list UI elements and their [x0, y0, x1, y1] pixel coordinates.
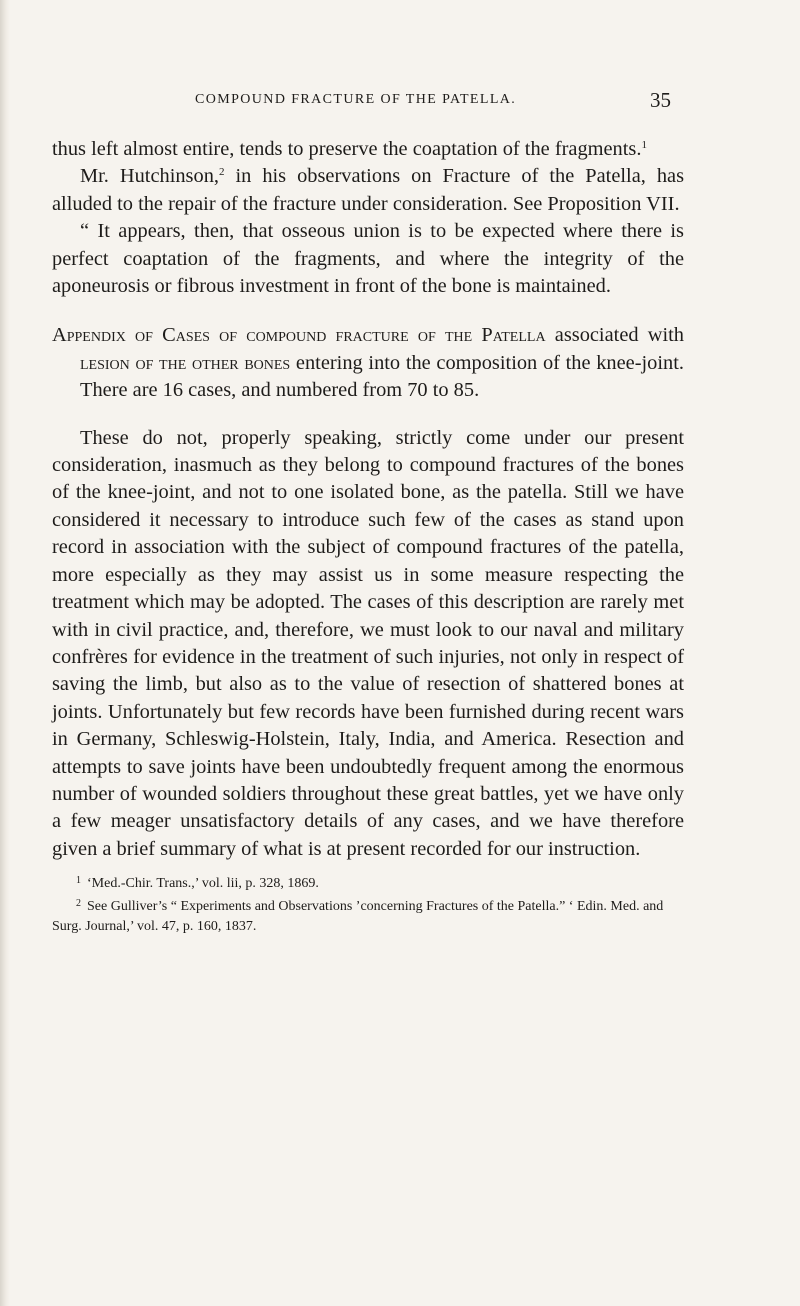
footnotes	[52, 871, 684, 937]
page-edge-shadow	[0, 0, 10, 1306]
paragraph-1-text: thus left almost entire, tends to preserve the coaptation of the fragments.	[52, 138, 642, 160]
footnote-2-mark: 2	[76, 898, 81, 910]
running-head: COMPOUND FRACTURE OF THE PATELLA.	[195, 92, 517, 107]
page-header	[0, 90, 800, 114]
footnote-ref-1: 1	[641, 139, 647, 151]
paragraph-3: “ It appears, then, that osseous union is to be expected where there is perfect coaptation of the fragments, and where the integrity of the aponeurosis or fibrous investment in front of the bone is maintained.	[52, 220, 684, 298]
footnote-1	[52, 871, 684, 894]
paragraph-1	[52, 136, 684, 163]
footnote-2-text: See Gulliver’s “ Experiments and Observations ’concerning Fractures of the Patella.” ‘ Edin. Med. and Surg. Journal,’ vol. 47, p. 160, 1837.	[52, 899, 664, 935]
paragraph-2	[52, 163, 684, 218]
footnote-1-mark: 1	[76, 875, 81, 887]
appendix-associated: associated with	[545, 324, 685, 347]
appendix-heading-caps: Appendix of Cases of compound fracture of the Patella	[52, 324, 546, 347]
footnote-2	[52, 894, 684, 937]
paragraph-2-text-b: in his observations on Fracture of the Patella, has alluded to the repair of the fracture under consideration. See Proposition VII.	[52, 165, 685, 215]
paragraph-2-text-a: Mr. Hutchinson,	[80, 165, 219, 188]
main-paragraph: These do not, properly speaking, strictly come under our present consideration, inasmuch as they belong to compound fractures of the bones of the knee-joint, and not to one isolated bone, as the patella. Still we have considered it necessary to introduce such few of the cases as stand upon record in association with the subject of compound fractures of the patella, more especially as they may assist us in some measure respecting the treatment which may be adopted. The cases of this description are rarely met with in civil practice, and, therefore, we must look to our naval and military confrères for evidence in the treatment of such injuries, not only in respect of saving the limb, but also as to the value of resection of shattered bones at joints. Unfortunately but few records have been furnished during recent wars in Germany, Schleswig-Holstein, Italy, India, and America. Resection and attempts to save joints have been undoubtedly frequent among the enormous number of wounded soldiers throughout these great battles, yet we have only a few meager unsatisfactory details of any cases, and we have therefore given a brief summary of what is at present recorded for our instruction.	[52, 426, 684, 860]
footnote-ref-2: 2	[219, 166, 225, 179]
appendix-heading	[52, 322, 684, 404]
page-body	[52, 136, 684, 937]
appendix-lesion-caps: lesion of the other bones	[80, 351, 291, 374]
appendix-rest: entering into the composition of the knee-joint. There are 16 cases, and numbered from 70 to 85.	[80, 351, 684, 402]
footnote-1-text: ‘Med.-Chir. Trans.,’ vol. lii, p. 328, 1869.	[87, 876, 319, 892]
page-number: 35	[650, 88, 671, 112]
